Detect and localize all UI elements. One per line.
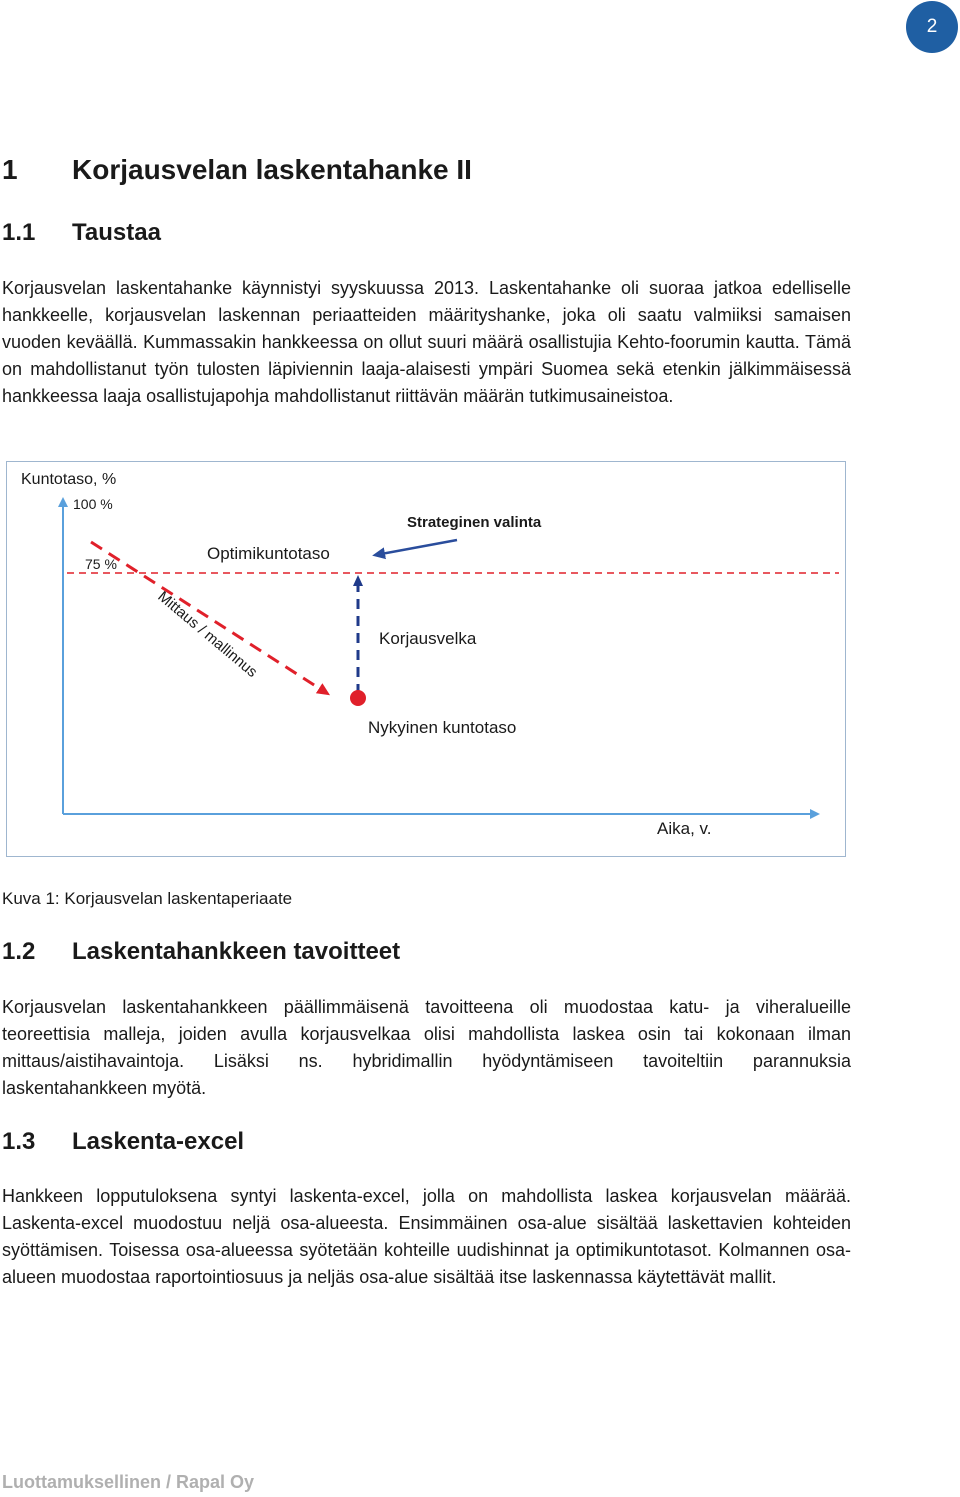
label-100-percent: 100 % bbox=[73, 496, 113, 512]
paragraph-taustaa: Korjausvelan laskentahanke käynnistyi syyskuussa 2013. Laskentahanke oli suoraa jatkoa edelliselle hankkeelle, korjausvelan laskennan periaatteiden määrityshanke, joka oli saatu valmiiksi samaisen vuoden keväällä. Kummassakin hankkeessa on ollut suuri määrä osallistujia Kehto-foorumin kautta. Tämä on mahdollistanut työn tulosten läpiviennin laaja-alaisesti ympäri Suomea sekä etenkin jälkimmäisessä hankkeessa laaja osallistujapohja mahdollistanut riittävän määrän tutkimusaineistoa. bbox=[2, 278, 851, 406]
optimum-label: Optimikuntotaso bbox=[207, 544, 330, 563]
current-level-label: Nykyinen kuntotaso bbox=[368, 718, 517, 737]
section-title: Laskenta-excel bbox=[72, 1128, 245, 1155]
strategy-arrow bbox=[381, 540, 457, 554]
measurement-arrow bbox=[91, 542, 325, 692]
figure-caption: Kuva 1: Korjausvelan laskentaperiaate bbox=[2, 889, 293, 908]
x-axis-label: Aika, v. bbox=[657, 819, 712, 838]
paragraph-laskenta-excel: Hankkeen lopputuloksena syntyi laskenta-excel, jolla on mahdollista laskea korjausvelan määrää. Laskenta-excel muodostuu neljä osa-alueesta. Ensimmäinen osa-alue sisältää laskettavien kohteiden syöttämisen. Toisessa osa-alueessa syötetään kohteille uudishinnat ja optimikuntotasot. Kolmannen osa-alueen muodostaa raportointiosuus ja neljäs osa-alue sisältää itse laskennassa käytettävät mallit. bbox=[2, 1186, 851, 1287]
section-number: 1.3 bbox=[2, 1128, 36, 1155]
section-title: Taustaa bbox=[72, 219, 161, 246]
section-heading-1 bbox=[2, 154, 472, 186]
section-heading-1-2 bbox=[2, 938, 400, 966]
current-level-dot bbox=[350, 690, 366, 706]
section-number: 1 bbox=[2, 154, 18, 185]
section-title: Laskentahankkeen tavoitteet bbox=[72, 938, 401, 965]
section-title: Korjausvelan laskentahanke II bbox=[72, 154, 472, 185]
label-75-percent: 75 % bbox=[85, 556, 117, 572]
paragraph-tavoitteet: Korjausvelan laskentahankkeen päällimmäisenä tavoitteena oli muodostaa katu- ja viheralueille teoreettisia malleja, joiden avulla korjausvelkaa olisi mahdollista laskea osin tai kokonaan ilman mittaus/aistihavaintoja. Lisäksi ns. hybridimallin hyödyntämiseen tavoiteltiin parannuksia laskentahankkeen myötä. bbox=[2, 997, 851, 1098]
section-number: 1.2 bbox=[2, 938, 36, 965]
y-axis-label: Kuntotaso, % bbox=[21, 471, 117, 488]
repair-debt-label: Korjausvelka bbox=[379, 629, 477, 648]
strategy-label: Strateginen valinta bbox=[407, 514, 542, 531]
footer-confidential: Luottamuksellinen / Rapal Oy bbox=[2, 1472, 255, 1492]
measurement-label: Mittaus / mallinnus bbox=[154, 588, 261, 681]
section-heading-1-3 bbox=[2, 1128, 244, 1156]
section-heading-1-1 bbox=[2, 219, 161, 247]
section-number: 1.1 bbox=[2, 219, 36, 246]
diagram-canvas bbox=[7, 462, 847, 858]
repair-debt-diagram bbox=[6, 461, 846, 857]
page-number-badge: 2 bbox=[906, 1, 958, 53]
